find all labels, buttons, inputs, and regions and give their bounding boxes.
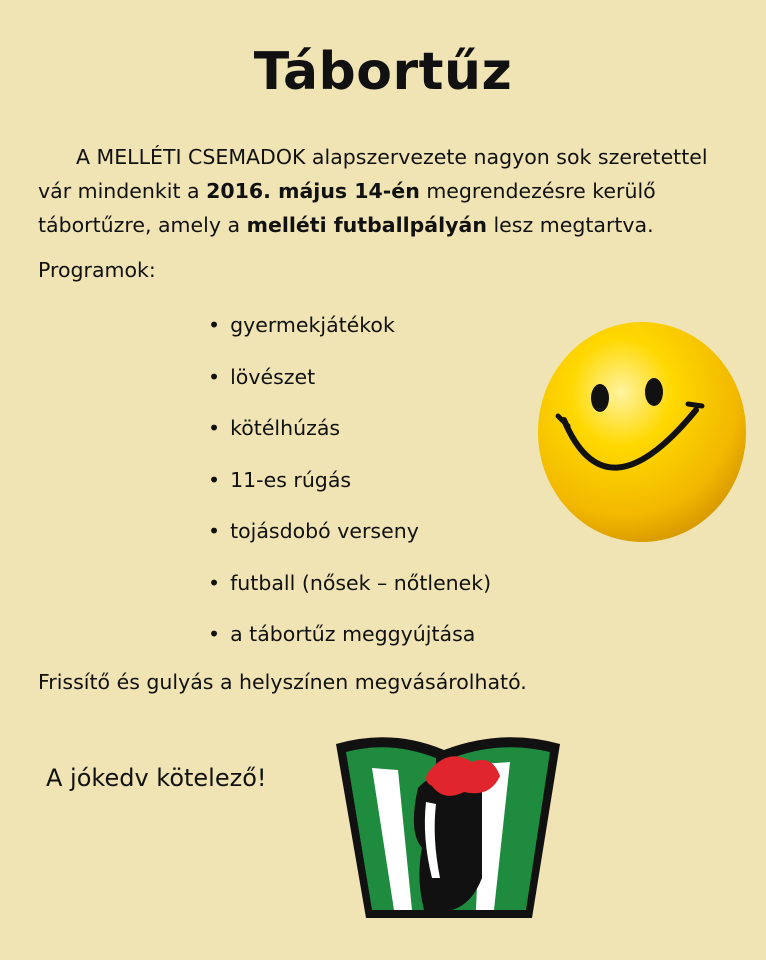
smiley-face-icon: [536, 320, 748, 544]
poster-title: Tábortűz: [253, 42, 513, 102]
closing-text: Frissítő és gulyás a helyszínen megvásárolható.: [38, 670, 527, 694]
programs-label: Programok:: [38, 258, 156, 282]
intro-text-1: A MELLÉTI CSEMADOK alapszervezete nagyon sok szeretettel vár mindenkit a: [38, 145, 708, 203]
intro-paragraph: [38, 140, 738, 242]
program-item: • tojásdobó verseny: [208, 512, 491, 564]
program-item: • futball (nősek – nőtlenek): [208, 564, 491, 616]
intro-text-2: megrendezésre kerülő tábortűzre, amely a: [38, 179, 656, 237]
program-item: • gyermekjátékok: [208, 306, 491, 358]
program-item: • kötélhúzás: [208, 409, 491, 461]
csemadok-logo: [332, 728, 564, 922]
event-date: 2016. május 14-én: [206, 179, 420, 203]
motto-text: A jókedv kötelező!: [46, 764, 267, 792]
program-item: • a tábortűz meggyújtása: [208, 615, 491, 667]
intro-text-3: lesz megtartva.: [486, 213, 654, 237]
program-item: • 11-es rúgás: [208, 461, 491, 513]
event-place: melléti futballpályán: [246, 213, 487, 237]
program-item: • lövészet: [208, 358, 491, 410]
programs-list: [208, 306, 491, 667]
